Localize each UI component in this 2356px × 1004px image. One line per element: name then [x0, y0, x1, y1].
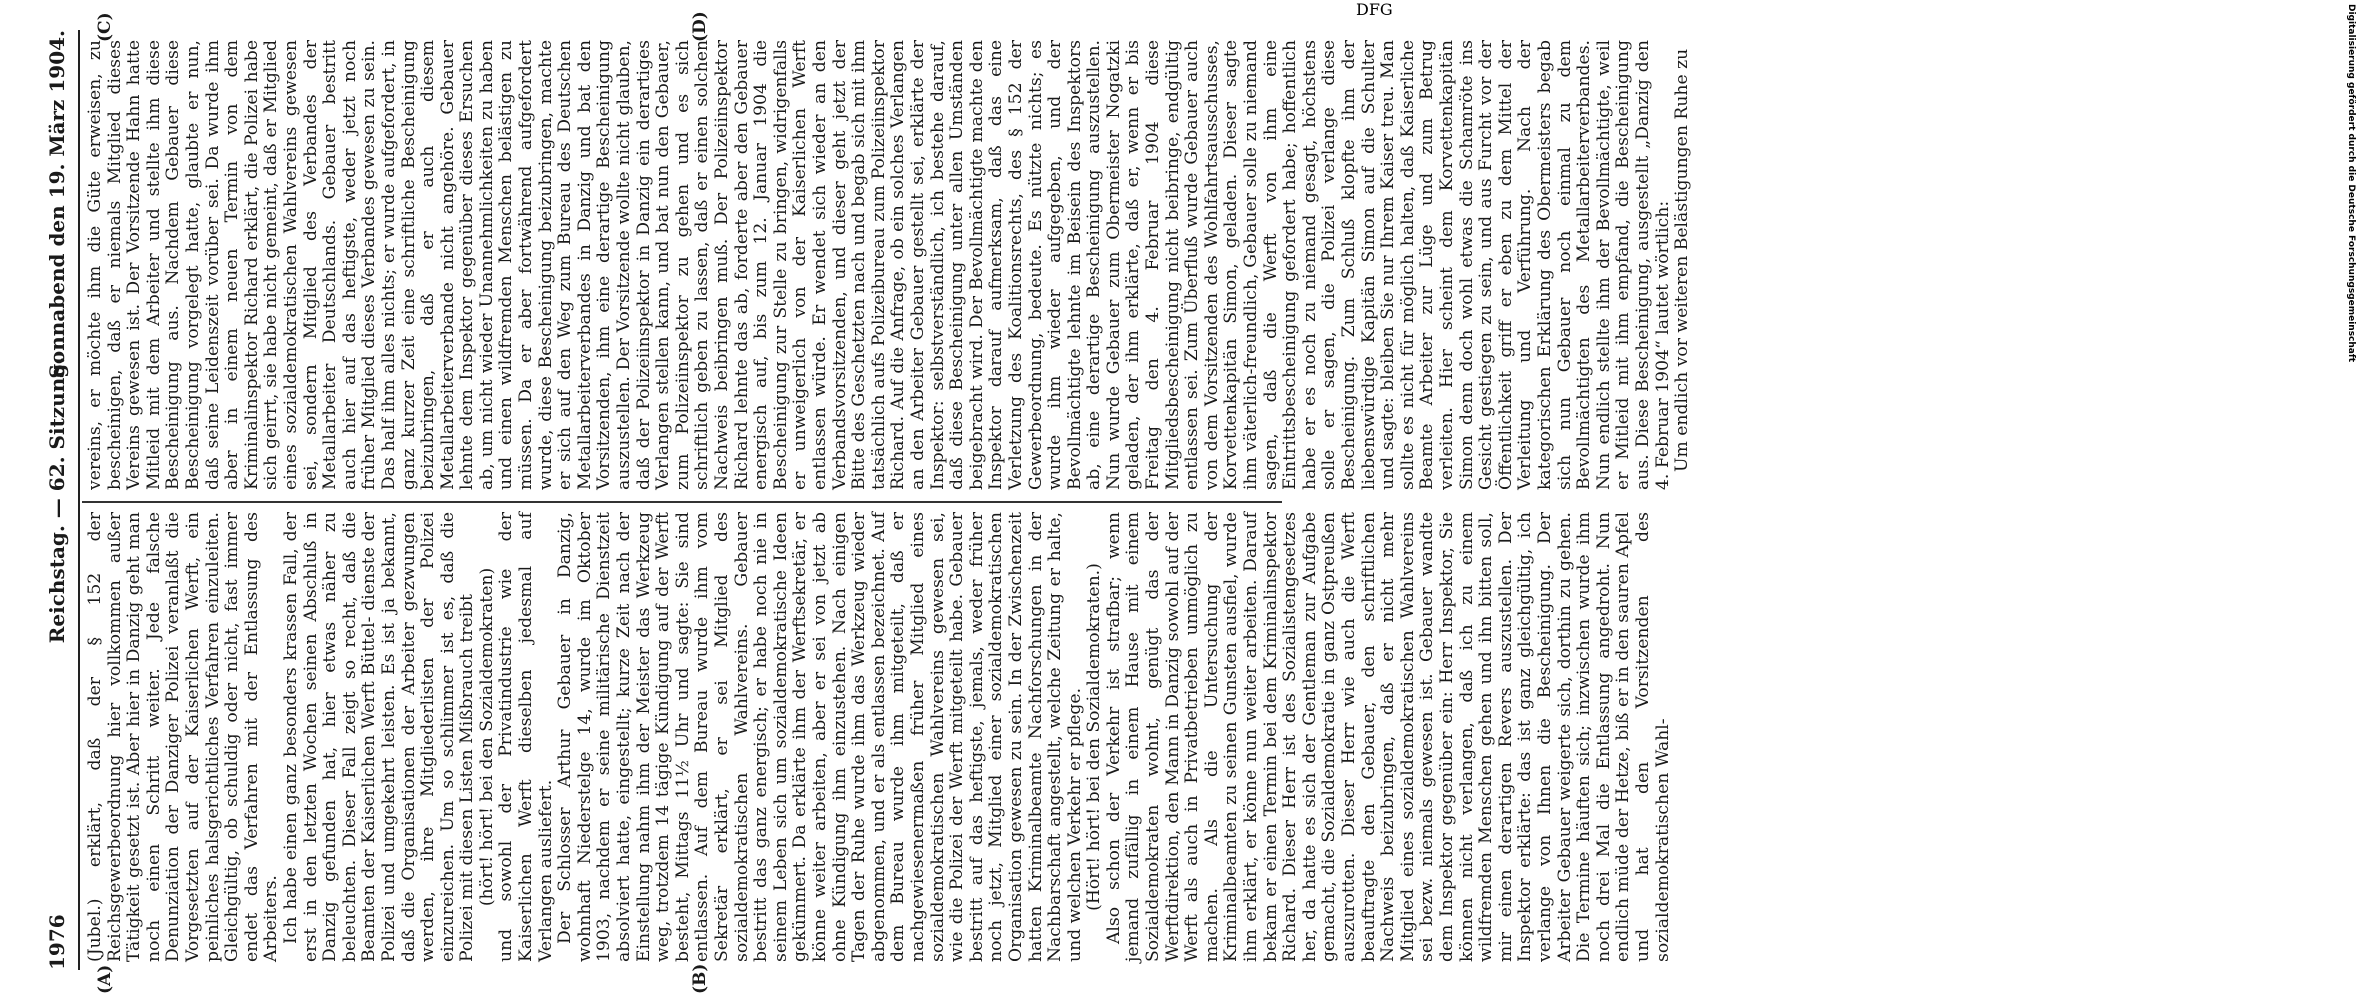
credit-text: Digitalisierung gefördert durch die Deutsche Forschungsgemeinschaft — [2346, 4, 2356, 363]
margin-marker-c: (C) — [95, 12, 115, 42]
paragraph: Um endlich vor weiteren Belästigungen Ruhe zu — [1672, 48, 1693, 472]
session-date: Sonnabend den 19. März 1904. — [45, 30, 69, 379]
margin-marker-d: (D) — [690, 11, 710, 42]
header-rule — [78, 30, 80, 970]
paragraph: und sowohl der Privatindustrie wie der Kaiserlichen Werft dieselben jedesmal auf Verlangen ausliefert. — [496, 512, 556, 962]
margin-marker-a: (A) — [95, 964, 115, 994]
left-column — [85, 512, 1673, 962]
paragraph: Der Schlosser Arthur Gebauer in Danzig, wohnhaft Niederstelge 14, wurde im Oktober 1903, nachdem er seine militärische Dienstzeit absolviert hatte, eingestellt; kurze Zeit nach der Einstellung nahm ihm der Meister das Werkzeug weg, trotzdem 14 tägige Kündigung auf der Werft besteht, Mittags 11½ Uhr und sagte: Sie sind entlassen. Auf dem Bureau wurde ihm vom Sekretär erklärt, er sei Mitglied des sozialdemokratischen Wahlvereins. Gebauer bestritt das ganz energisch; er habe noch nie in seinem Leben sich um sozialdemokratische Ideen gekümmert. Da erklärte ihm der Werftsekretär, er könne weiter arbeiten, aber er sei von jetzt ab ohne Kündigung ihm einzustehen. Nach einigen Tagen der Ruhe wurde ihm das Werkzeug wieder abgenommen, und er als entlassen bezeichnet. Auf dem Bureau wurde ihm mitgeteilt, daß er nachgewiesenermaßen früher Mitglied eines sozialdemokratischen Wahlvereins gewesen sei, wie die Polizei der Werft mitgeteilt habe. Gebauer bestritt auf das heftigste, jemals, weder früher noch jetzt, Mitglied einer sozialdemokratischen Organisation gewesen zu sein. In der Zwischenzeit hatten Kriminalbeamte Nachforschungen in der Nachbarschaft angestellt, welche Zeitung er halte, und welchen Verkehr er pflege. — [555, 512, 1085, 962]
margin-marker-b: (B) — [690, 963, 710, 994]
right-column — [85, 40, 1693, 490]
interjection: (hört! hört! bei den Sozialdemokraten) — [476, 567, 497, 907]
paragraph: Ich habe einen ganz besonders krassen Fall, der erst in den letzten Wochen seinen Abschluß in Danzig gefunden hat, hier etwas näher zu beleuchten. Dieser Fall zeigt so recht, daß die Beamten der Kaiserlichen Werft Büttel- dienste der Polizei und umgekehrt leisten. Es ist ja bekannt, daß die Organisationen der Arbeiter gezwungen werden, ihre Mitgliederlisten der Polizei einzureichen. Um so schlimmer ist es, daß die Polizei mit diesen Listen Mißbrauch treibt — [280, 512, 478, 962]
session-title: Reichstag. — 62. Sitzung. — [45, 356, 69, 644]
paragraph: Also schon der Verkehr ist strafbar; wenn jemand zufällig in einem Hause mit einem Sozialdemokraten wohnt, genügt das der Werftdirektion, den Mann in Danzig sowohl auf der Werft als auch in Privatbetrieben unmöglich zu machen. Als die Untersuchung der Kriminalbeamten zu seinen Gunsten ausfiel, wurde ihm erklärt, er könne nun weiter arbeiten. Darauf bekam er einen Termin bei dem Kriminalinspektor Richard. Dieser Herr ist des Sozialistengesetzes her, da hatte es sich der Gentleman zur Aufgabe gemacht, die Sozialdemokratie in ganz Ostpreußen auszurotten. Dieser Herr wie auch die Werft beauftragte den Gebauer, den schriftlichen Nachweis beizubringen, daß er nicht mehr Mitglied eines sozialdemokratischen Wahlvereins sei bezw. niemals gewesen ist. Gebauer wandte dem Inspektor gegenüber ein: Herr Inspektor, Sie können nicht verlangen, daß ich zu einem wildfremden Menschen gehen und ihn bitten soll, mir einen derartigen Revers auszustellen. Der Inspektor erklärte: das ist ganz gleichgültig, ich verlange von Ihnen die Bescheinigung. Der Arbeiter Gebauer weigerte sich, dorthin zu gehen. Die Termine häuften sich; inzwischen wurde ihm noch drei Mal die Entlassung angedroht. Nun endlich müde der Hetze, biß er in den sauren Apfel und hat den Vorsitzenden des sozialdemokratischen Wahl- — [1103, 512, 1673, 962]
interjection: (Hört! hört! bei den Sozialdemokraten.) — [1084, 563, 1105, 911]
page-number: 1976 — [45, 914, 69, 970]
column-divider — [82, 501, 1282, 503]
paragraph: (Jubel.) erklärt, daß der § 152 der Reichsgewerbeordnung hier vollkommen außer Tätigkeit gesetzt ist. Aber hier in Danzig geht man noch einen Schritt weiter. Jede falsche Denunziation der Danziger Polizei veranlaßt die Vorgesetzten auf der Kaiserlichen Werft, ein peinliches halsgerichtliches Verfahren einzuleiten. Gleichgültig, ob schuldig oder nicht, fast immer endet das Verfahren mit der Entlassung des Arbeiters. — [85, 512, 282, 962]
running-header — [45, 30, 75, 970]
dfg-logo: DFG — [1356, 0, 1393, 19]
paragraph: vereins, er möchte ihm die Güte erweisen, zu bescheinigen, daß er niemals Mitglied dieses Vereins gewesen ist. Der Vorsitzende Hahn hatte Mitleid mit dem Arbeiter und stellte ihm diese Bescheinigung aus. Nachdem Gebauer diese Bescheinigung vorgelegt hatte, glaubte er nun, daß seine Leidenszeit vorüber sei. Da wurde ihm aber in einem neuen Termin von dem Kriminalinspektor Richard erklärt, die Polizei habe sich geirrt, sie habe nicht gemeint, daß er Mitglied eines sozialdemokratischen Wahlvereins gewesen sei, sondern Mitglied des Verbandes der Metallarbeiter Deutschlands. Gebauer bestritt auch hier auf das heftigste, weder jetzt noch früher Mitglied dieses Verbandes gewesen zu sein. Das half ihm alles nichts; er wurde aufgefordert, in ganz kurzer Zeit eine schriftliche Bescheinigung beizubringen, daß er auch diesem Metallarbeiterverbande nicht angehöre. Gebauer lehnte dem Inspektor gegenüber dieses Ersuchen ab, um nicht wieder Unannehmlichkeiten zu haben und einen wildfremden Menschen belästigen zu müssen. Da er aber fortwährend aufgefordert wurde, diese Bescheinigung beizubringen, machte er sich auf den Weg zum Bureau des Deutschen Metallarbeiterverbandes in Danzig und bat den Vorsitzenden, ihm eine derartige Bescheinigung auszustellen. Der Vorsitzende wollte nicht glauben, daß der Polizeiinspektor in Danzig ein derartiges Verlangen stellen kann, und bat nun den Gebauer, zum Polizeiinspektor zu gehen und es sich schriftlich geben zu lassen, daß er einen solchen Nachweis beibringen muß. Der Polizeiinspektor Richard lehnte das ab, forderte aber den Gebauer energisch auf, bis zum 12. Januar 1904 die Bescheinigung zur Stelle zu bringen, widrigenfalls er unweigerlich von der Kaiserlichen Werft entlassen würde. Er wendet sich wieder an den Verbandsvorsitzenden, und dieser geht jetzt der Bitte des Geschetzten nach und begab sich mit ihm tatsächlich aufs Polizeibureau zum Polizeiinspektor Richard. Auf die Anfrage, ob ein solches Verlangen an den Arbeiter Gebauer gestellt sei, erklärte der Inspektor: selbstverständlich, ich bestehe darauf, daß diese Bescheinigung unter allen Umständen beigebracht wird. Der Bevollmächtigte machte den Inspektor darauf aufmerksam, daß das eine Verletzung des Koalitionsrechts, des § 152 der Gewerbeordnung, bedeute. Es nützte nichts; es wurde ihm wieder aufgegeben, und der Bevollmächtigte lehnte im Beisein des Inspektors ab, eine derartige Bescheinigung auszustellen. Nun wurde Gebauer zum Obermeister Nogatzki geladen, der ihm erklärte, daß er, wenn er bis Freitag den 4. Februar 1904 diese Mitgliedsbescheinigung nicht beibringe, endgültig entlassen sei. Zum Überfluß wurde Gebauer auch von dem Vorsitzenden des Wohlfahrtsausschusses, Korvettenkapitän Simon, geladen. Dieser sagte ihm väterlich-freundlich, Gebauer solle zu niemand sagen, daß die Werft von ihm eine Eintrittsbescheinigung gefordert habe; hoffentlich habe er es noch zu niemand gesagt, höchstens solle er sagen, die Polizei verlange diese Bescheinigung. Zum Schluß klopfte ihm der liebenswürdige Kapitän Simon auf die Schulter und sagte: bleiben Sie nur Ihrem Kaiser treu. Man sollte es nicht für möglich halten, daß Kaiserliche Beamte Arbeiter zur Lüge und zum Betrug verleiten. Hier scheint dem Korvettenkapitän Simon denn doch wohl etwas die Schamröte ins Gesicht gestiegen zu sein, und aus Furcht vor der Öffentlichkeit griff er eben zu dem Mittel der Verleitung und Verführung. Nach der kategorischen Erklärung des Obermeisters begab sich nun Gebauer noch einmal zu dem Bevollmächtigten des Metallarbeiterverbandes. Nun endlich stellte ihm der Bevollmächtigte, weil er Mitleid mit ihm empfand, die Bescheinigung aus. Diese Bescheinigung, ausgestellt „Danzig den 4. Februar 1904“ lautet wörtlich: — [85, 40, 1673, 490]
